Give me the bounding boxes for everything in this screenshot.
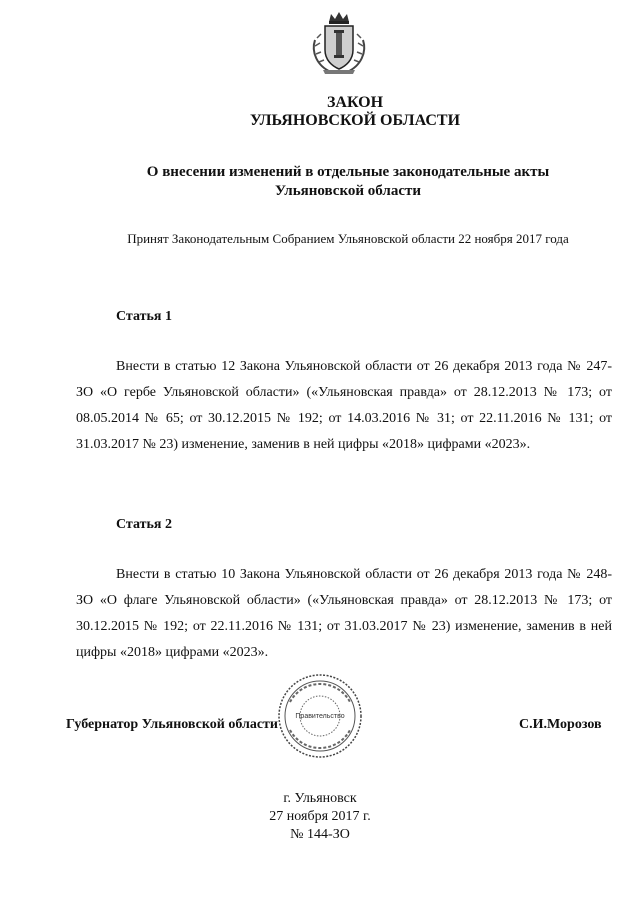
signatory-position: Губернатор Ульяновской области	[66, 717, 278, 732]
article-1-text: Внести в статью 12 Закона Ульяновской области от 26 декабря 2013 года № 247-ЗО «О гербе Ульяновской области» («Ульяновская правда» от 28.12.2013 № 173; от 08.05.2014 № 65; от 30.12.2015 № 192; от 14.03.2016 № 31; от 22.11.2016 № 131; от 31.03.2017 № 23) изменение, заменив в ней цифры «2018» цифрами «2023».	[76, 359, 612, 452]
law-subject-line-2: Ульяновской области	[274, 183, 422, 199]
law-number: № 144-ЗО	[290, 827, 350, 842]
signing-date: 27 ноября 2017 г.	[269, 809, 371, 824]
official-seal-icon	[276, 672, 364, 760]
article-1-heading: Статья 1	[116, 309, 172, 324]
coat-of-arms-icon	[309, 10, 369, 76]
article-2-heading: Статья 2	[116, 517, 172, 532]
place-of-signing: г. Ульяновск	[283, 791, 357, 806]
svg-text:Правительство: Правительство	[295, 713, 345, 720]
law-subject-line-1: О внесении изменений в отдельные законодательные акты	[146, 164, 550, 180]
article-2-text: Внести в статью 10 Закона Ульяновской области от 26 декабря 2013 года № 248-ЗО «О флаге Ульяновской области» («Ульяновская правда» от 28.12.2013 № 173; от 30.12.2015 № 192; от 22.11.2016 № 131; от 31.03.2017 № 23) изменение, заменив в ней цифры «2018» цифрами «2023».	[76, 567, 612, 660]
signatory-name: С.И.Морозов	[519, 717, 602, 732]
document-type-title: ЗАКОН	[326, 94, 384, 111]
adoption-statement: Принят Законодательным Собранием Ульяновской области 22 ноября 2017 года	[127, 231, 569, 246]
document-region-title: УЛЬЯНОВСКОЙ ОБЛАСТИ	[249, 112, 461, 129]
